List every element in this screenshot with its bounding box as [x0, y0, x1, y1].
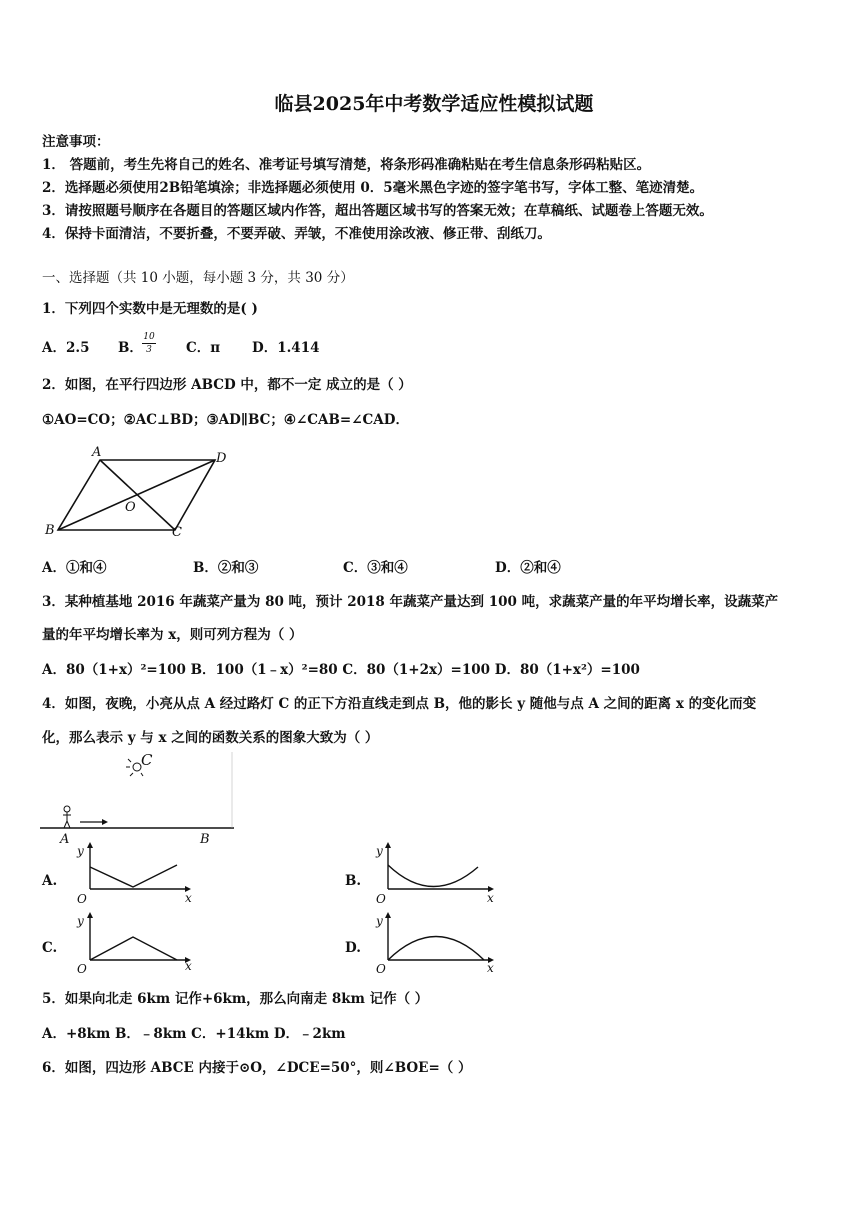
page-title: 临县2025年中考数学适应性模拟试题 — [274, 93, 594, 115]
notes-heading: 注意事项： — [42, 134, 110, 150]
q2-option-d: D．②和④ — [495, 560, 561, 576]
axis-x-label: x — [487, 961, 494, 975]
lamp-icon — [133, 763, 141, 771]
section-heading: 一、选择题（共 10 小题，每小题 3 分，共 30 分） — [42, 270, 354, 286]
graph-d — [368, 915, 498, 977]
question-4-line2: 化，那么表示 y 与 x 之间的函数关系的图象大致为（ ） — [42, 730, 379, 746]
origin-label: O — [77, 892, 87, 906]
label-c: C — [172, 525, 182, 540]
fraction-denominator: 3 — [146, 345, 152, 355]
q4-option-c: C. — [42, 940, 58, 956]
note-item: 3．请按照题号顺序在各题目的答题区域内作答，超出答题区域书写的答案无效；在草稿纸、试题卷上答题无效。 — [42, 203, 713, 219]
label-d: D — [216, 451, 227, 466]
diagonal-bd — [58, 460, 215, 530]
axis-y-label: y — [376, 914, 383, 928]
q1-fraction — [142, 332, 156, 355]
q1-option-c: C．π — [186, 340, 221, 356]
parallelogram-figure — [40, 440, 240, 540]
q1-option-a: A．2.5 — [42, 340, 90, 356]
graph-c — [65, 915, 195, 977]
axis-y-label: y — [376, 844, 383, 858]
q4-option-d: D. — [345, 940, 361, 956]
origin-label: O — [376, 892, 386, 906]
graph-a — [65, 845, 195, 907]
q4-option-a: A. — [42, 873, 58, 889]
q1-option-d: D．1.414 — [252, 340, 320, 356]
origin-label: O — [376, 962, 386, 976]
question-3-line2: 量的年平均增长率为 x，则可列方程为（ ） — [42, 627, 303, 643]
question-4-line1: 4．如图，夜晚，小亮从点 A 经过路灯 C 的正下方沿直线走到点 B，他的影长 y 随他与点 A 之间的距离 x 的变化而变 — [42, 696, 757, 712]
origin-label: O — [77, 962, 87, 976]
label-o: O — [125, 500, 136, 515]
graph-b-curve — [388, 865, 478, 887]
q2-option-a: A．①和④ — [42, 560, 107, 576]
label-c: C — [141, 751, 153, 769]
label-b: B — [45, 523, 55, 538]
axis-x-label: x — [185, 959, 192, 973]
q5-options: A．+8km B．﹣8km C．+14km D．﹣2km — [42, 1026, 346, 1042]
q4-option-b: B. — [345, 873, 362, 889]
street-lamp-scene — [40, 752, 240, 847]
q2-option-b: B．②和③ — [193, 560, 259, 576]
q1-option-b: B． — [118, 340, 143, 356]
note-item: 2．选择题必须使用2B铅笔填涂；非选择题必须使用 0．5毫米黑色字迹的签字笔书写，字体工整、笔迹清楚。 — [42, 180, 704, 196]
axis-y-label: y — [77, 914, 84, 928]
q2-option-c: C．③和④ — [343, 560, 408, 576]
graph-b — [368, 845, 498, 907]
question-1-stem: 1．下列四个实数中是无理数的是( ) — [42, 301, 258, 317]
q2-conditions: ①AO=CO；②AC⊥BD；③AD∥BC；④∠CAB=∠CAD． — [42, 412, 409, 428]
axis-x-label: x — [487, 891, 494, 905]
question-6-stem: 6．如图，四边形 ABCE 内接于⊙O，∠DCE=50°，则∠BOE=（ ） — [42, 1060, 472, 1076]
label-a: A — [92, 445, 102, 460]
question-2-stem: 2．如图，在平行四边形 ABCD 中，都不一定 成立的是（ ） — [42, 377, 412, 393]
axis-y-label: y — [77, 844, 84, 858]
label-b: B — [200, 832, 210, 847]
q3-options: A．80（1+x）²=100 B．100（1﹣x）²=80 C．80（1+2x）=100 D．80（1+x²）=100 — [42, 662, 640, 678]
axis-x-label: x — [185, 891, 192, 905]
note-item: 4．保持卡面清洁，不要折叠，不要弄破、弄皱，不准使用涂改液、修正带、刮纸刀。 — [42, 226, 551, 242]
person-icon — [64, 806, 70, 812]
fraction-numerator: 10 — [143, 332, 155, 342]
fraction-bar — [142, 343, 156, 344]
question-3-line1: 3．某种植基地 2016 年蔬菜产量为 80 吨，预计 2018 年蔬菜产量达到 100 吨，求蔬菜产量的年平均增长率，设蔬菜产 — [42, 594, 779, 610]
question-5-stem: 5．如果向北走 6km 记作+6km，那么向南走 8km 记作（ ） — [42, 991, 429, 1007]
graph-c-curve — [90, 937, 177, 960]
label-a: A — [60, 832, 70, 847]
graph-a-curve — [90, 865, 177, 887]
note-item: 1． 答题前，考生先将自己的姓名、准考证号填写清楚，将条形码准确粘贴在考生信息条形码粘贴区。 — [42, 157, 651, 173]
graph-d-curve — [388, 937, 484, 961]
